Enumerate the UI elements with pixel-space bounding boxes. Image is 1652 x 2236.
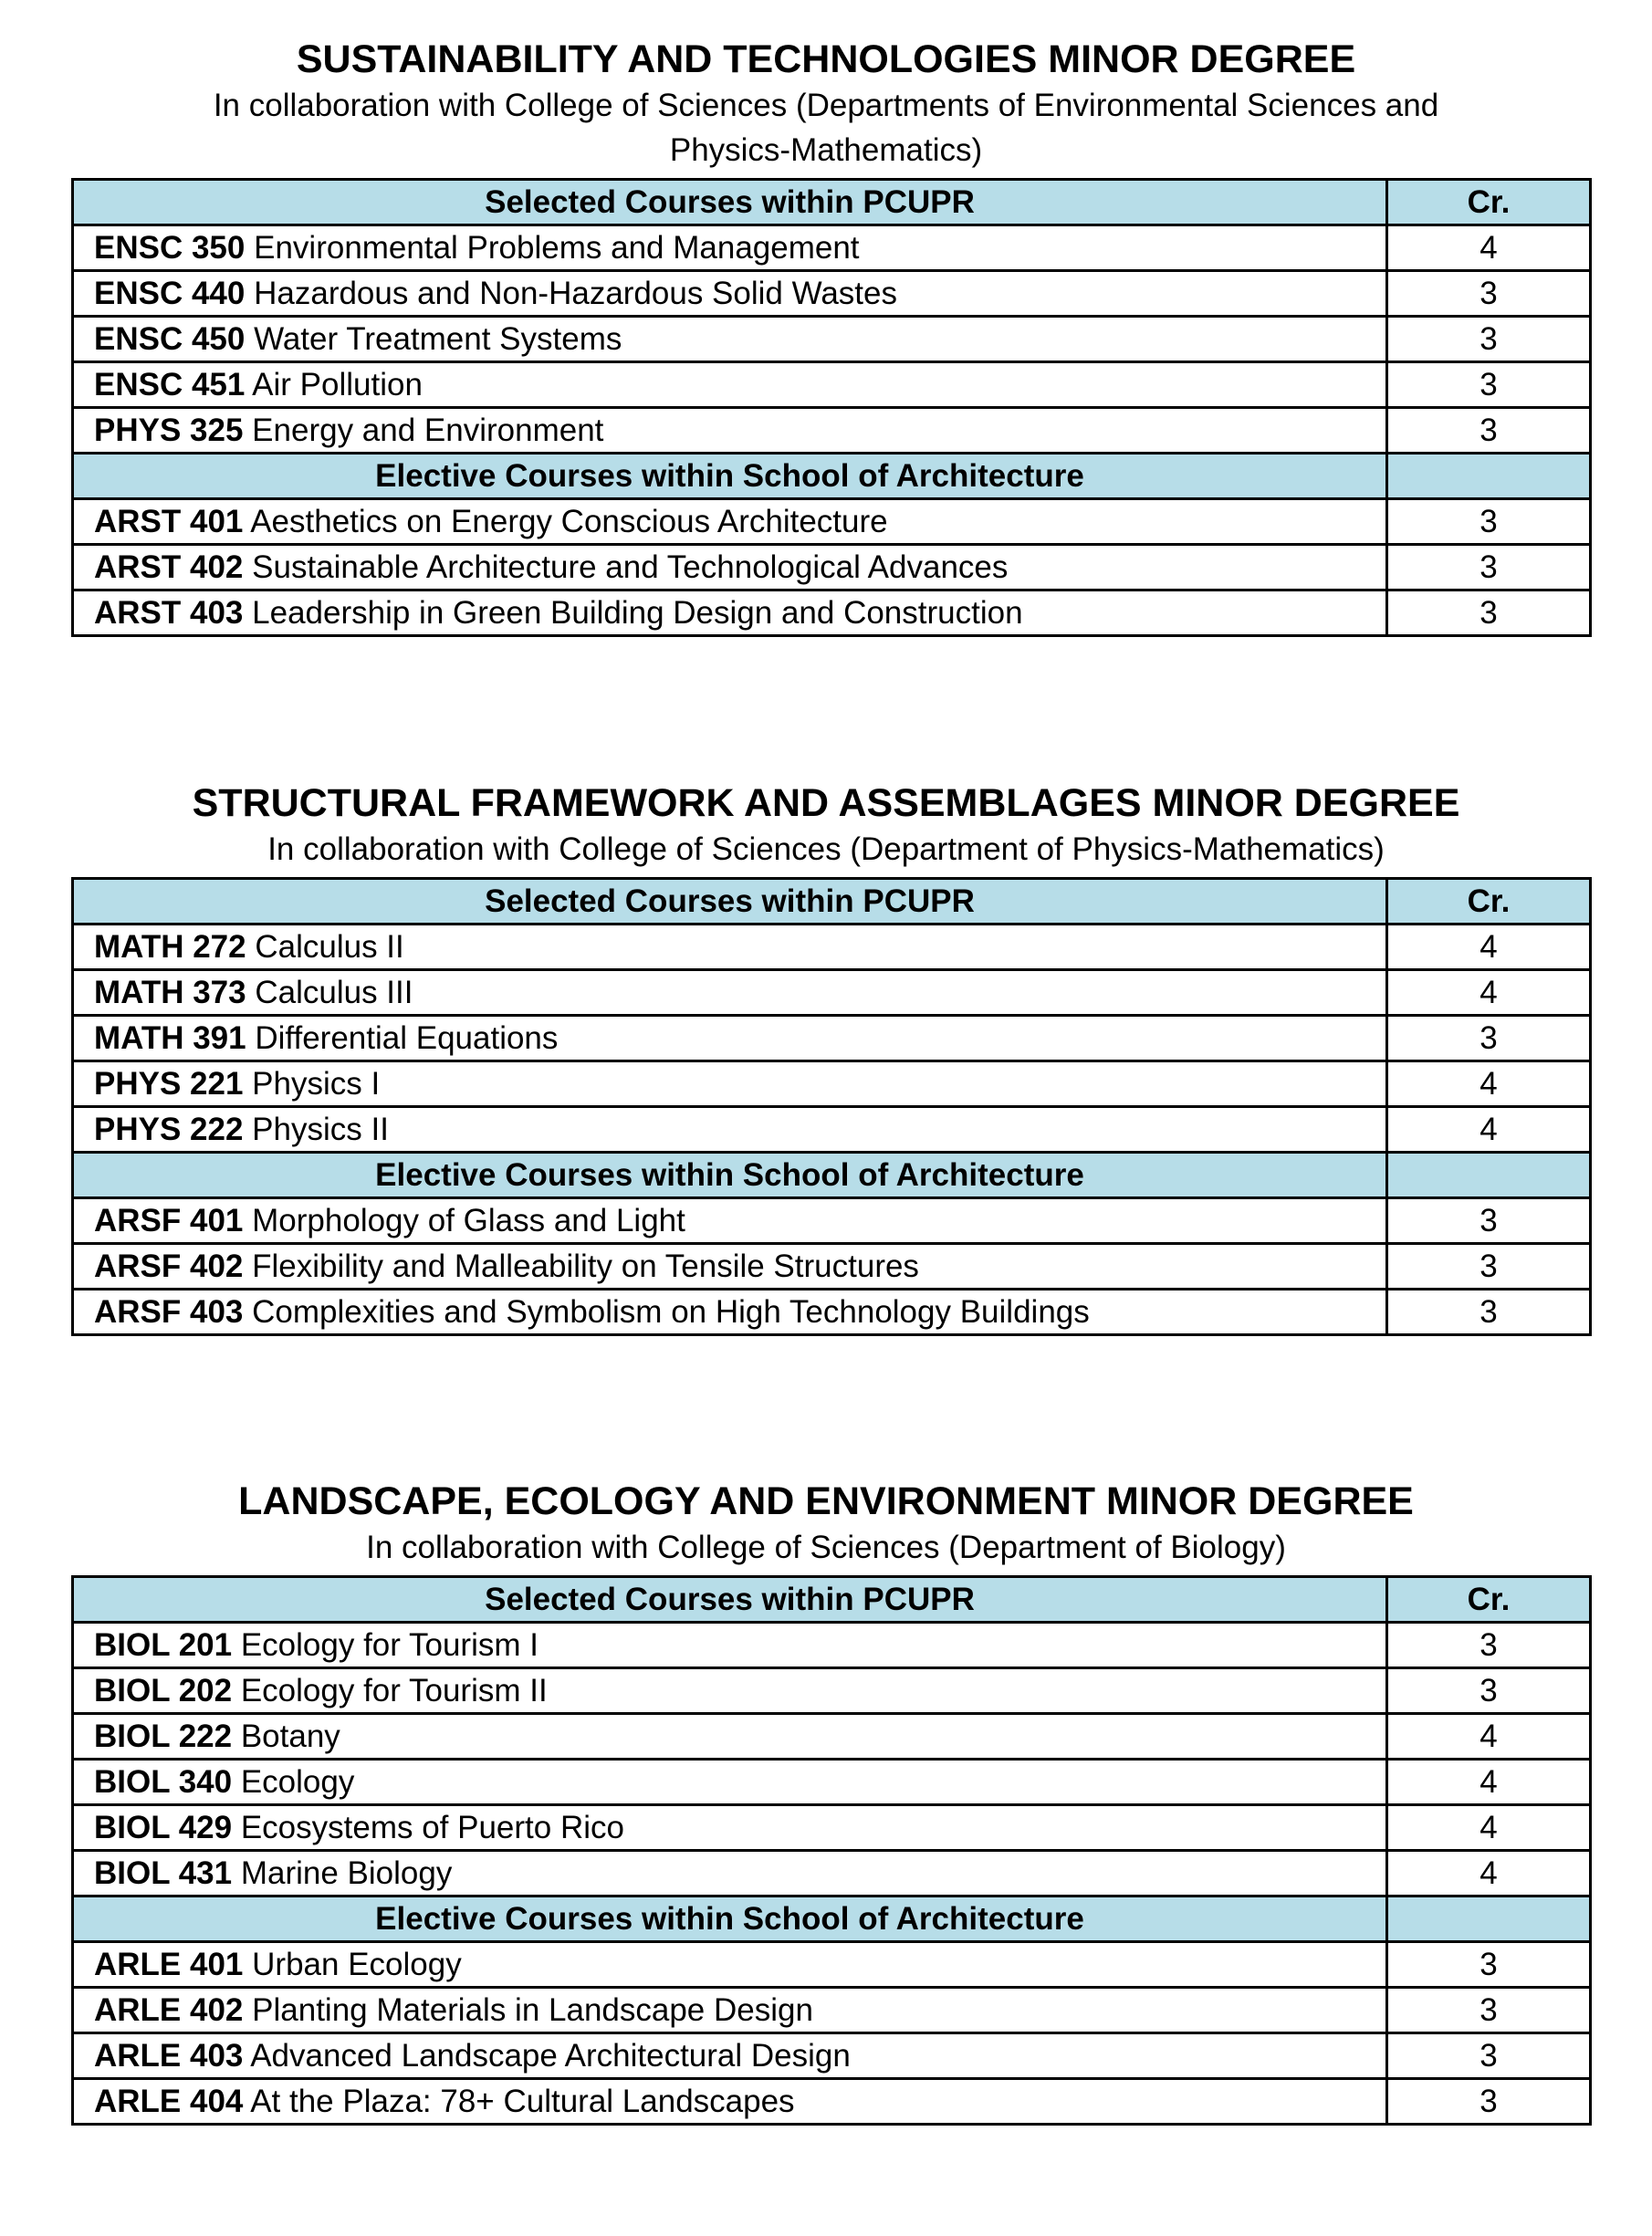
- credits-header: Cr.: [1387, 180, 1591, 225]
- course-cell: [73, 271, 1387, 317]
- course-credits: 3: [1387, 1244, 1591, 1290]
- course-credits: 3: [1387, 1942, 1591, 1988]
- table-row: [73, 1107, 1591, 1153]
- course-code: BIOL 222: [94, 1719, 233, 1754]
- course-name: Water Treatment Systems: [254, 321, 622, 357]
- table-row: [73, 1805, 1591, 1851]
- course-credits: 3: [1387, 271, 1591, 317]
- course-code: ARSF 401: [94, 1203, 244, 1238]
- course-credits: 4: [1387, 1061, 1591, 1107]
- course-name: Leadership in Green Building Design and Construction: [252, 595, 1023, 631]
- table-row: [73, 925, 1591, 970]
- course-cell: [73, 2033, 1387, 2079]
- course-cell: [73, 317, 1387, 362]
- course-credits: 3: [1387, 1290, 1591, 1335]
- course-name: Aesthetics on Energy Conscious Architecture: [250, 504, 888, 539]
- course-credits: 4: [1387, 1851, 1591, 1896]
- course-name: Advanced Landscape Architectural Design: [250, 2038, 851, 2074]
- course-credits: 3: [1387, 499, 1591, 545]
- course-code: ARLE 401: [94, 1947, 244, 1982]
- table-row: [73, 2033, 1591, 2079]
- course-code: ARLE 403: [94, 2038, 244, 2074]
- course-credits: 3: [1387, 590, 1591, 636]
- minor-section-landscape: [0, 1478, 1652, 2119]
- course-code: BIOL 340: [94, 1764, 233, 1800]
- course-name: Energy and Environment: [252, 413, 604, 448]
- course-code: ARSF 403: [94, 1294, 244, 1330]
- course-code: PHYS 221: [94, 1066, 244, 1102]
- table-row: [73, 317, 1591, 362]
- course-name: Ecology: [240, 1764, 355, 1800]
- course-code: PHYS 325: [94, 413, 244, 448]
- elective-credits-header: [1387, 454, 1591, 499]
- table-row: [73, 1760, 1591, 1805]
- course-name: Hazardous and Non-Hazardous Solid Wastes: [254, 276, 897, 311]
- course-code: ARST 401: [94, 504, 244, 539]
- table-row: [73, 1668, 1591, 1714]
- course-credits: 3: [1387, 1623, 1591, 1668]
- course-name: Ecology for Tourism II: [240, 1673, 548, 1708]
- course-cell: [73, 1942, 1387, 1988]
- course-cell: [73, 590, 1387, 636]
- course-cell: [73, 225, 1387, 271]
- table-row: [73, 1061, 1591, 1107]
- section-subtitle: In collaboration with College of Sciences (Department of Biology): [366, 1530, 1286, 1565]
- course-cell: [73, 1061, 1387, 1107]
- selected-courses-header: Selected Courses within PCUPR: [73, 879, 1387, 925]
- course-code: MATH 272: [94, 929, 246, 965]
- course-code: ARLE 404: [94, 2084, 244, 2119]
- course-name: Air Pollution: [252, 367, 423, 402]
- course-credits: 3: [1387, 545, 1591, 590]
- section-title: LANDSCAPE, ECOLOGY AND ENVIRONMENT MINOR DEGREE: [238, 1479, 1414, 1523]
- course-name: At the Plaza: 78+ Cultural Landscapes: [250, 2084, 795, 2119]
- course-credits: 3: [1387, 1668, 1591, 1714]
- course-cell: [73, 1805, 1387, 1851]
- minor-section-structural: [0, 780, 1652, 1330]
- table-row: [73, 1016, 1591, 1061]
- course-cell: [73, 545, 1387, 590]
- selected-header-row: [73, 180, 1591, 225]
- table-row: [73, 545, 1591, 590]
- course-cell: [73, 1016, 1387, 1061]
- table-row: [73, 271, 1591, 317]
- table-row: [73, 2079, 1591, 2125]
- course-cell: [73, 362, 1387, 408]
- course-name: Complexities and Symbolism on High Technology Buildings: [252, 1294, 1090, 1330]
- table-row: [73, 1244, 1591, 1290]
- course-cell: [73, 1668, 1387, 1714]
- course-cell: [73, 1623, 1387, 1668]
- section-subtitle: In collaboration with College of Sciences (Departments of Environmental Sciences and Physics-Mathematics): [213, 88, 1439, 168]
- course-credits: 3: [1387, 1988, 1591, 2033]
- table-row: [73, 1623, 1591, 1668]
- course-name: Marine Biology: [240, 1855, 453, 1891]
- course-cell: [73, 1198, 1387, 1244]
- course-credits: 3: [1387, 2033, 1591, 2079]
- course-name: Morphology of Glass and Light: [252, 1203, 685, 1238]
- course-code: BIOL 202: [94, 1673, 233, 1708]
- course-credits: 3: [1387, 1016, 1591, 1061]
- table-row: [73, 1988, 1591, 2033]
- elective-header-row: [73, 1153, 1591, 1198]
- course-code: ARSF 402: [94, 1249, 244, 1284]
- course-credits: 4: [1387, 925, 1591, 970]
- table-row: [73, 499, 1591, 545]
- course-name: Differential Equations: [255, 1020, 559, 1056]
- table-row: [73, 225, 1591, 271]
- course-cell: [73, 408, 1387, 454]
- course-code: BIOL 429: [94, 1810, 233, 1845]
- table-row: [73, 1198, 1591, 1244]
- course-code: MATH 391: [94, 1020, 246, 1056]
- course-code: ENSC 440: [94, 276, 246, 311]
- course-code: ENSC 451: [94, 367, 246, 402]
- course-credits: 4: [1387, 1714, 1591, 1760]
- elective-courses-header: Elective Courses within School of Architecture: [73, 454, 1387, 499]
- table-row: [73, 1290, 1591, 1335]
- elective-credits-header: [1387, 1896, 1591, 1942]
- course-cell: [73, 499, 1387, 545]
- table-row: [73, 408, 1591, 454]
- selected-header-row: [73, 879, 1591, 925]
- section-title: SUSTAINABILITY AND TECHNOLOGIES MINOR DEGREE: [296, 37, 1356, 81]
- course-name: Botany: [240, 1719, 340, 1754]
- course-cell: [73, 1714, 1387, 1760]
- course-code: ARLE 402: [94, 1992, 244, 2028]
- course-credits: 4: [1387, 1760, 1591, 1805]
- course-code: BIOL 201: [94, 1627, 233, 1663]
- course-credits: 3: [1387, 317, 1591, 362]
- course-code: ARST 403: [94, 595, 244, 631]
- selected-courses-header: Selected Courses within PCUPR: [73, 1577, 1387, 1623]
- credits-header: Cr.: [1387, 879, 1591, 925]
- course-name: Ecosystems of Puerto Rico: [240, 1810, 624, 1845]
- elective-header-row: [73, 454, 1591, 499]
- course-name: Urban Ecology: [252, 1947, 462, 1982]
- courses-table: [71, 877, 1592, 1336]
- course-code: MATH 373: [94, 975, 246, 1010]
- table-row: [73, 1942, 1591, 1988]
- course-credits: 4: [1387, 970, 1591, 1016]
- course-name: Physics II: [252, 1112, 389, 1147]
- course-cell: [73, 1760, 1387, 1805]
- course-credits: 4: [1387, 1107, 1591, 1153]
- elective-courses-header: Elective Courses within School of Architecture: [73, 1153, 1387, 1198]
- course-credits: 4: [1387, 225, 1591, 271]
- course-name: Planting Materials in Landscape Design: [252, 1992, 813, 2028]
- course-cell: [73, 1107, 1387, 1153]
- course-cell: [73, 970, 1387, 1016]
- courses-table: [71, 1575, 1592, 2126]
- course-name: Ecology for Tourism I: [240, 1627, 538, 1663]
- table-row: [73, 1714, 1591, 1760]
- credits-header: Cr.: [1387, 1577, 1591, 1623]
- course-credits: 3: [1387, 2079, 1591, 2125]
- course-code: PHYS 222: [94, 1112, 244, 1147]
- section-title: STRUCTURAL FRAMEWORK AND ASSEMBLAGES MINOR DEGREE: [192, 781, 1460, 825]
- course-code: ENSC 350: [94, 230, 246, 266]
- course-cell: [73, 1290, 1387, 1335]
- course-credits: 3: [1387, 408, 1591, 454]
- course-name: Sustainable Architecture and Technological Advances: [252, 549, 1009, 585]
- minor-section-sustainability: [0, 37, 1652, 631]
- course-code: ENSC 450: [94, 321, 246, 357]
- course-cell: [73, 1851, 1387, 1896]
- table-row: [73, 970, 1591, 1016]
- course-credits: 3: [1387, 1198, 1591, 1244]
- course-name: Calculus II: [255, 929, 404, 965]
- table-row: [73, 362, 1591, 408]
- course-code: BIOL 431: [94, 1855, 233, 1891]
- course-credits: 3: [1387, 362, 1591, 408]
- course-cell: [73, 925, 1387, 970]
- elective-credits-header: [1387, 1153, 1591, 1198]
- table-row: [73, 590, 1591, 636]
- course-cell: [73, 1244, 1387, 1290]
- selected-header-row: [73, 1577, 1591, 1623]
- elective-courses-header: Elective Courses within School of Architecture: [73, 1896, 1387, 1942]
- course-name: Physics I: [252, 1066, 381, 1102]
- section-subtitle: In collaboration with College of Sciences (Department of Physics-Mathematics): [267, 831, 1385, 867]
- course-cell: [73, 1988, 1387, 2033]
- selected-courses-header: Selected Courses within PCUPR: [73, 180, 1387, 225]
- course-name: Flexibility and Malleability on Tensile Structures: [252, 1249, 919, 1284]
- course-cell: [73, 2079, 1387, 2125]
- course-name: Calculus III: [255, 975, 413, 1010]
- course-code: ARST 402: [94, 549, 244, 585]
- course-name: Environmental Problems and Management: [254, 230, 860, 266]
- elective-header-row: [73, 1896, 1591, 1942]
- table-row: [73, 1851, 1591, 1896]
- course-credits: 4: [1387, 1805, 1591, 1851]
- courses-table: [71, 178, 1592, 637]
